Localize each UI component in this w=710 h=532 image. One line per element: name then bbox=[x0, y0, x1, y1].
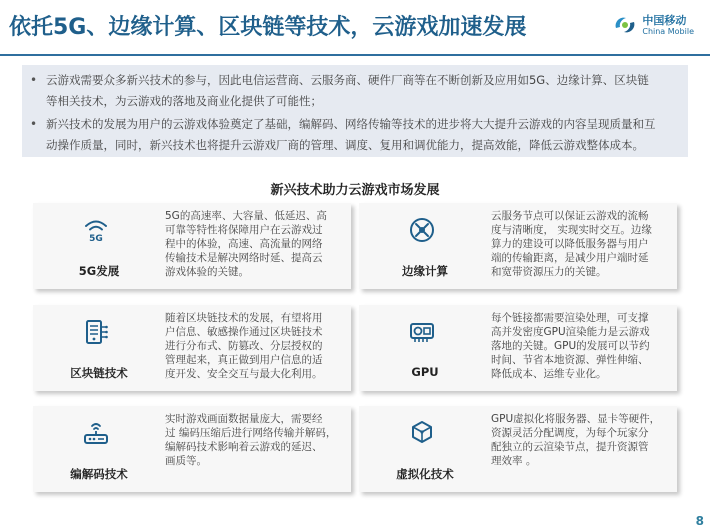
card-description bbox=[165, 209, 343, 279]
card-blockchain bbox=[33, 305, 351, 391]
router-icon bbox=[83, 420, 109, 446]
card-label: 5G发展 bbox=[78, 264, 120, 278]
card-label: 虚拟化技术 bbox=[396, 467, 454, 481]
card-desc-line: 传输技术是解决网络时延、提高云 bbox=[165, 252, 323, 264]
bullet-dot: • bbox=[30, 73, 38, 87]
5g-icon-text: 5G bbox=[89, 234, 103, 243]
title-underline bbox=[0, 54, 710, 56]
card-desc-line: 算力的建设可以降低服务器与用户 bbox=[491, 238, 649, 250]
intro-bullet-1-line-2: 等相关技术，为云游戏的落地及商业化提供了可能性； bbox=[46, 94, 322, 108]
card-label: 区块链技术 bbox=[70, 366, 128, 380]
5g-wifi-icon bbox=[83, 217, 109, 243]
blockchain-server-icon bbox=[83, 319, 109, 345]
card-desc-line: 可靠等特性将保障用户在云游戏过 bbox=[165, 224, 323, 236]
edge-computing-icon bbox=[409, 217, 435, 243]
card-5g bbox=[33, 203, 351, 289]
bullet-dot: • bbox=[30, 117, 38, 131]
china-mobile-logo bbox=[612, 14, 694, 36]
card-edge-computing bbox=[359, 203, 677, 289]
card-desc-line: 配独立的云渲染节点，提升资源管 bbox=[491, 441, 649, 453]
card-desc-line: 随着区块链技术的发展，有望将用 bbox=[165, 312, 323, 324]
card-desc-line: 实时游戏画面数据量庞大，需要经 bbox=[165, 413, 323, 425]
gpu-icon bbox=[409, 319, 435, 345]
intro-bullet-1 bbox=[30, 70, 686, 112]
card-description bbox=[165, 412, 343, 468]
card-desc-line: 每个链接都需要渲染处理，可支撑 bbox=[491, 312, 649, 324]
card-desc-line: 进行分布式、防篡改、分层授权的 bbox=[165, 340, 323, 352]
intro-bullet-2-line-1: 新兴技术的发展为用户的云游戏体验奠定了基础，编解码、网络传输等技术的进步将大大提升云游戏的内容呈现质量和互 bbox=[46, 117, 656, 131]
card-desc-line: 理效率 。 bbox=[491, 455, 537, 467]
card-desc-line: 编解码技术影响着云游戏的延迟、 bbox=[165, 441, 323, 453]
intro-bullet-1-line-1: 云游戏需要众多新兴技术的参与，因此电信运营商、云服务商、硬件厂商等在不断创新及应用如5G、边缘计算、区块链 bbox=[46, 73, 649, 87]
card-label: 编解码技术 bbox=[70, 467, 128, 481]
card-desc-line: 画质等。 bbox=[165, 455, 207, 467]
logo-chinese-text: 中国移动 bbox=[642, 13, 687, 27]
card-description bbox=[491, 209, 669, 279]
section-title: 新兴技术助力云游戏市场发展 bbox=[270, 183, 440, 198]
card-label: GPU bbox=[411, 365, 439, 379]
page-title: 依托5G、边缘计算、区块链等技术，云游戏加速发展 bbox=[9, 15, 527, 40]
card-desc-line: 时间、节省本地资源、弹性伸缩、 bbox=[491, 354, 649, 366]
card-desc-line: 度开发、安全交互与最大化利用。 bbox=[165, 368, 323, 380]
card-desc-line: 云服务节点可以保证云游戏的流畅 bbox=[491, 210, 649, 222]
card-gpu bbox=[359, 305, 677, 391]
card-description bbox=[491, 412, 669, 468]
intro-bullet-2-line-2: 动操作质量，同时，新兴技术也将提升云游戏厂商的管理、调度、复用和调优能力，提高效能，降低云游戏整体成本。 bbox=[46, 138, 644, 152]
title-bar bbox=[0, 0, 710, 55]
intro-box bbox=[22, 65, 688, 157]
card-desc-line: 过 编码压缩后进行网络传输并解码， bbox=[165, 427, 337, 439]
card-desc-line: 度与清晰度， 实现实时交互。边缘 bbox=[491, 224, 652, 236]
card-codec bbox=[33, 406, 351, 492]
china-mobile-logo-icon bbox=[612, 14, 638, 36]
virtualization-icon bbox=[409, 420, 435, 446]
page-number: 8 bbox=[695, 514, 704, 528]
logo-english-text: China Mobile bbox=[642, 26, 694, 36]
card-desc-line: 程中的体验，高速、高流量的网络 bbox=[165, 238, 323, 250]
card-description bbox=[491, 311, 669, 381]
card-desc-line: 游戏体验的关键。 bbox=[165, 266, 249, 278]
card-desc-line: 落地的关键。GPU的发展可以节约 bbox=[491, 340, 650, 352]
card-desc-line: 端的传输距离，是减少用户端时延 bbox=[491, 252, 649, 264]
card-desc-line: GPU虚拟化将服务器、显卡等硬件， bbox=[491, 413, 661, 425]
card-description bbox=[165, 311, 343, 381]
card-desc-line: 和宽带资源压力的关键。 bbox=[491, 266, 607, 278]
card-desc-line: 资源灵活分配调度，为每个玩家分 bbox=[491, 427, 649, 439]
intro-bullet-2 bbox=[30, 114, 686, 156]
card-desc-line: 5G的高速率、大容量、低延迟、高 bbox=[165, 210, 327, 222]
card-desc-line: 管理起来，真正做到用户信息的适 bbox=[165, 354, 323, 366]
card-desc-line: 降低成本、运维专业化。 bbox=[491, 368, 607, 380]
card-desc-line: 高并发密度GPU渲染能力是云游戏 bbox=[491, 326, 650, 338]
card-desc-line: 户信息、敏感操作通过区块链技术 bbox=[165, 326, 323, 338]
card-virtualization bbox=[359, 406, 677, 492]
card-label: 边缘计算 bbox=[402, 264, 448, 278]
